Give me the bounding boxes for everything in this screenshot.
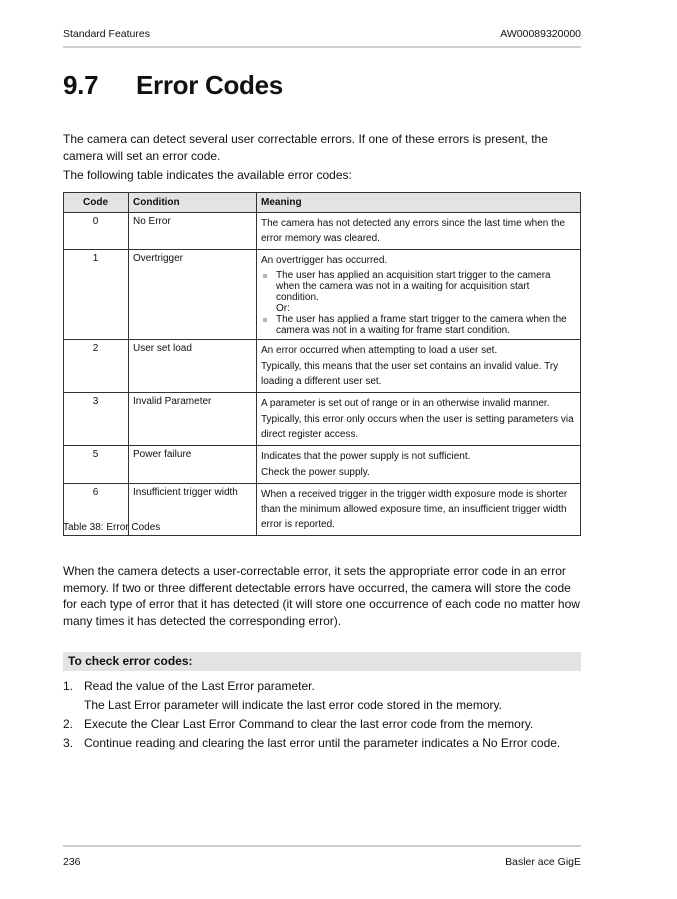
procedure-steps xyxy=(63,678,583,752)
meaning-text: Typically, this means that the user set contains an invalid value. Try loading a different user set. xyxy=(261,361,559,387)
condition-cell: Power failure xyxy=(129,446,257,484)
meaning-text: A parameter is set out of range or in an otherwise invalid manner. xyxy=(261,398,550,409)
meaning-text: The camera has not detected any errors since the last time when the error memory was cleared. xyxy=(261,218,566,244)
or-separator: Or: xyxy=(276,303,290,314)
section-number: 9.7 xyxy=(63,70,99,100)
header-doc-number: AW00089320000 xyxy=(500,28,581,40)
meaning-cell xyxy=(257,213,581,250)
meaning-text: An overtrigger has occurred. xyxy=(261,255,388,266)
table-intro: The following table indicates the available error codes: xyxy=(63,168,352,182)
code-cell: 6 xyxy=(64,484,129,536)
code-cell: 2 xyxy=(64,340,129,393)
procedure-heading: To check error codes: xyxy=(68,654,193,668)
footer-divider xyxy=(63,845,581,847)
procedure-heading-box xyxy=(63,652,581,671)
section-title: Error Codes xyxy=(136,70,283,100)
page-footer xyxy=(63,856,581,868)
table-row xyxy=(64,340,581,393)
meaning-text: An error occurred when attempting to load a user set. xyxy=(261,345,498,356)
table-header-row xyxy=(64,193,581,213)
step-text: Read the value of the Last Error parameter. xyxy=(84,679,315,693)
body-paragraph: When the camera detects a user-correctable error, it sets the appropriate error code in an error memory. If two or three different detectable errors have occurred, the camera will store the code for each type of error that it has detected (it will store one occurrence of each code no matter how many times it has detected the corresponding error). xyxy=(63,564,580,628)
condition-cell: Overtrigger xyxy=(129,250,257,340)
code-cell: 3 xyxy=(64,393,129,446)
meaning-cell xyxy=(257,484,581,536)
overtrigger-cause-list xyxy=(261,270,575,303)
step-text: Continue reading and clearing the last error until the parameter indicates a No Error code. xyxy=(84,736,561,750)
meaning-cell xyxy=(257,446,581,484)
step-item xyxy=(63,735,583,752)
table-row xyxy=(64,213,581,250)
header-section-name: Standard Features xyxy=(63,28,150,40)
bullet-item: The user has applied a frame start trigger to the camera when the camera was not in a waiting for frame start condition. xyxy=(261,314,575,336)
meaning-text: Typically, this error only occurs when the user is setting parameters via direct register access. xyxy=(261,414,574,440)
condition-cell: No Error xyxy=(129,213,257,250)
condition-cell: Invalid Parameter xyxy=(129,393,257,446)
table-row xyxy=(64,446,581,484)
meaning-cell xyxy=(257,393,581,446)
step-number: 1. xyxy=(63,679,74,693)
step-number: 2. xyxy=(63,717,74,731)
step-number: 3. xyxy=(63,736,74,750)
header-divider xyxy=(63,46,581,48)
column-header-code: Code xyxy=(64,193,129,213)
page-number: 236 xyxy=(63,856,81,868)
overtrigger-cause-list xyxy=(261,314,575,336)
column-header-meaning: Meaning xyxy=(257,193,581,213)
table-caption: Table 38: Error Codes xyxy=(63,522,161,533)
condition-cell: Insufficient trigger width xyxy=(129,484,257,536)
code-cell: 0 xyxy=(64,213,129,250)
step-text: Execute the Clear Last Error Command to clear the last error code from the memory. xyxy=(84,717,534,731)
meaning-text: Indicates that the power supply is not sufficient. xyxy=(261,451,471,462)
meaning-text: Check the power supply. xyxy=(261,467,370,478)
column-header-condition: Condition xyxy=(129,193,257,213)
intro-paragraph: The camera can detect several user correctable errors. If one of these errors is present, the camera will set an error code. xyxy=(63,132,548,163)
code-cell: 5 xyxy=(64,446,129,484)
step-subtext: The Last Error parameter will indicate the last error code stored in the memory. xyxy=(84,698,502,712)
page-header xyxy=(63,28,581,40)
error-codes-table xyxy=(63,192,581,536)
condition-cell: User set load xyxy=(129,340,257,393)
code-cell: 1 xyxy=(64,250,129,340)
meaning-cell xyxy=(257,250,581,340)
step-item xyxy=(63,716,583,733)
table-row xyxy=(64,250,581,340)
meaning-text: When a received trigger in the trigger width exposure mode is shorter than the minimum allowed exposure time, an insufficient trigger width error is reported. xyxy=(261,489,568,530)
bullet-item: The user has applied an acquisition start trigger to the camera when the camera was not in a waiting for acquisition start condition. xyxy=(261,270,575,303)
step-item xyxy=(63,678,583,714)
meaning-cell xyxy=(257,340,581,393)
page-title xyxy=(63,70,283,101)
table-row xyxy=(64,393,581,446)
product-name: Basler ace GigE xyxy=(505,856,581,868)
